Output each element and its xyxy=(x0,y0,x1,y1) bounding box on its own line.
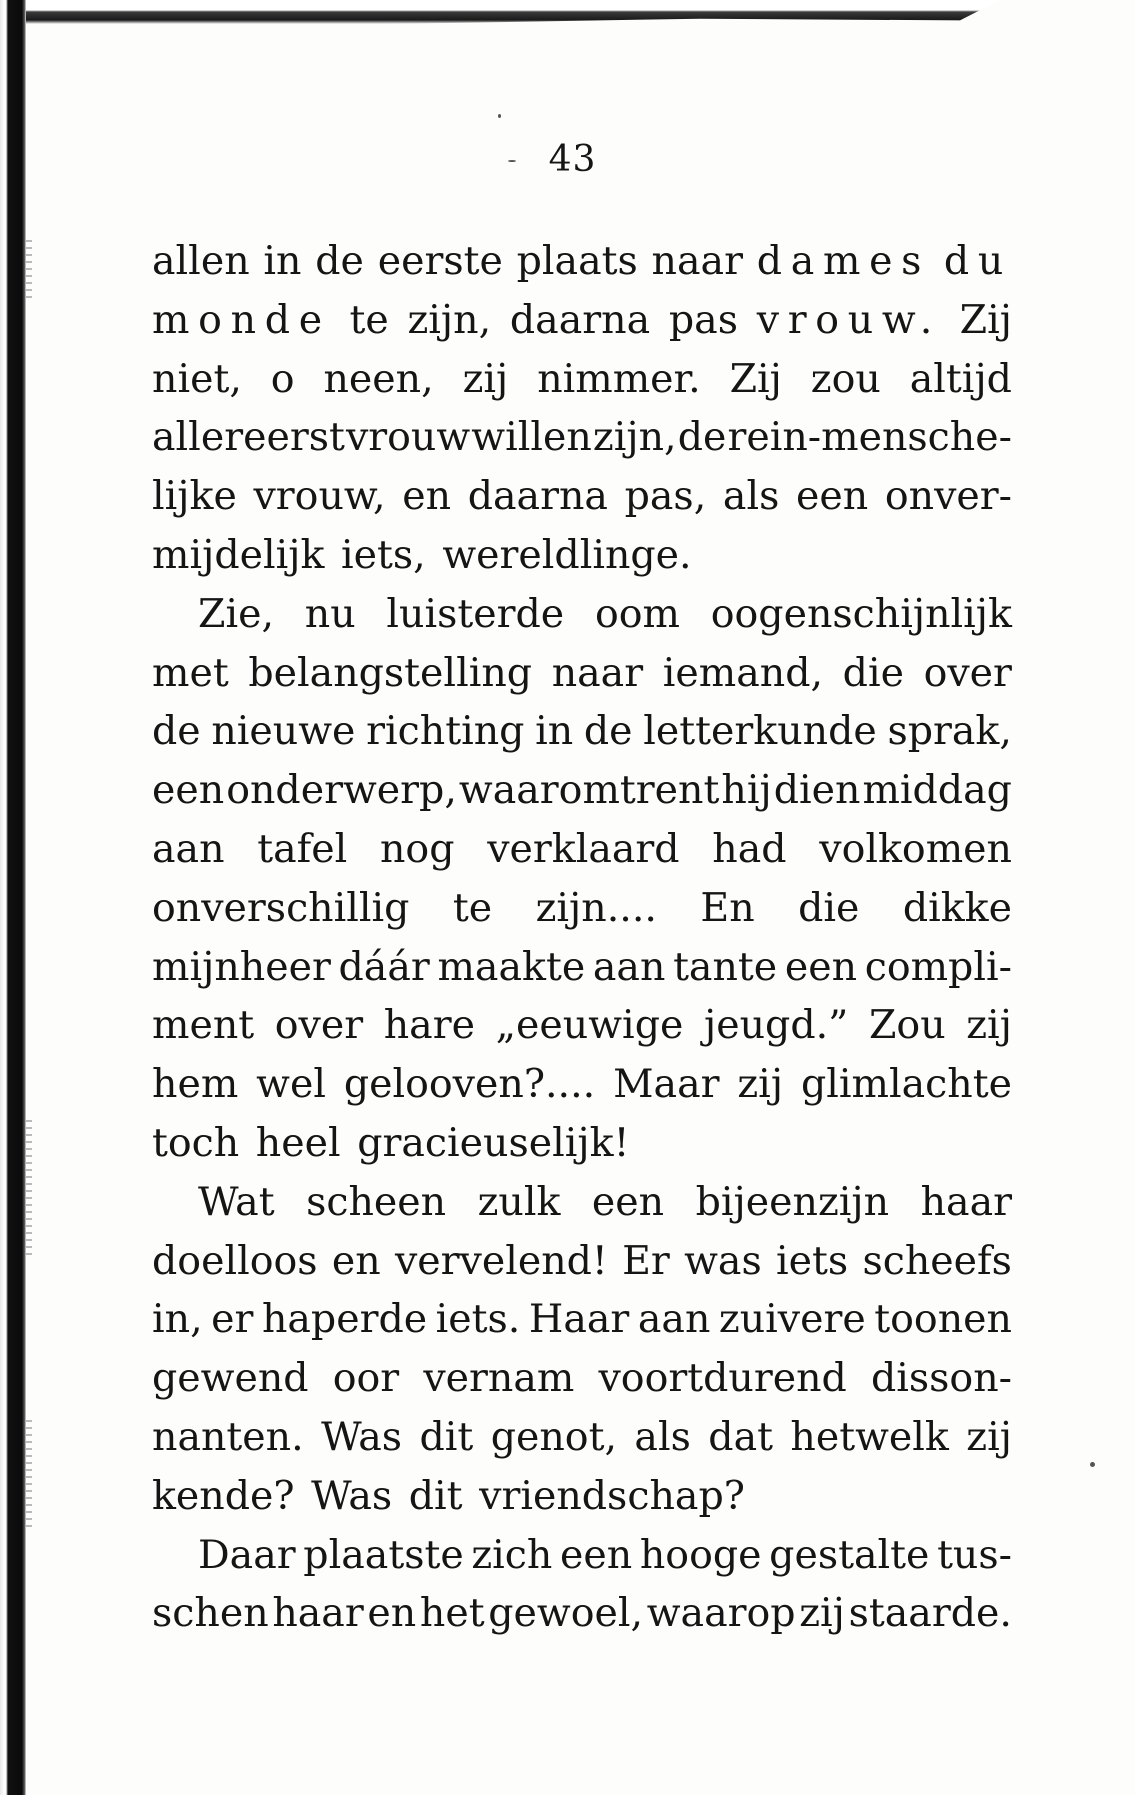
binding-speckle xyxy=(26,1120,32,1260)
word: was xyxy=(684,1237,762,1284)
word: hem xyxy=(152,1061,239,1108)
body-text xyxy=(152,232,1012,1643)
binding-speckle xyxy=(26,240,32,300)
text-line xyxy=(152,585,1012,644)
word: ment xyxy=(152,1002,255,1049)
word: nimmer. xyxy=(537,355,701,402)
word: als xyxy=(722,473,780,520)
word: zijn.... xyxy=(535,884,657,931)
word: dit xyxy=(419,1413,474,1460)
word: iets xyxy=(776,1237,849,1284)
word: zij xyxy=(737,1061,784,1108)
word: haar xyxy=(272,1590,364,1637)
word: Maar xyxy=(613,1061,720,1108)
text-line xyxy=(152,1114,1012,1173)
word: dáár xyxy=(338,943,430,990)
word: de xyxy=(677,414,727,461)
text-line xyxy=(152,820,1012,879)
word: volkomen xyxy=(819,825,1012,872)
word: gestalte xyxy=(769,1531,930,1578)
word: zij xyxy=(799,1590,845,1637)
word: lijke xyxy=(152,473,237,520)
word: disson- xyxy=(870,1355,1012,1402)
word: bijeenzijn xyxy=(695,1178,890,1225)
word: zijn, xyxy=(407,296,492,343)
word: gracieuselijk! xyxy=(357,1119,630,1166)
word: de xyxy=(152,708,201,755)
word: mijdelijk xyxy=(152,531,325,578)
word: vriendschap? xyxy=(479,1472,745,1519)
word: een xyxy=(591,1178,665,1225)
binding-speckle xyxy=(26,1420,32,1530)
word: du xyxy=(943,238,1012,284)
word: allereerst xyxy=(152,414,345,461)
word: en xyxy=(402,473,452,520)
word: dit xyxy=(408,1472,463,1519)
word: Zie, xyxy=(198,590,275,637)
text-line xyxy=(152,996,1012,1055)
text-line xyxy=(152,232,1012,291)
word: daarna xyxy=(467,473,608,520)
word: middag xyxy=(862,767,1012,814)
word: kende? xyxy=(152,1472,295,1519)
word: aan xyxy=(152,825,225,872)
word: plaats xyxy=(516,238,638,284)
word: waarop xyxy=(646,1590,796,1637)
text-line xyxy=(152,1467,1012,1526)
word: dames xyxy=(756,238,931,284)
scan-speck xyxy=(498,114,501,118)
word: te xyxy=(452,884,493,931)
text-line xyxy=(152,1055,1012,1114)
word: vrouw xyxy=(345,414,471,461)
word: toonen xyxy=(874,1296,1012,1343)
word: wereldlinge. xyxy=(442,531,692,578)
word: in, xyxy=(152,1296,203,1343)
word: en xyxy=(331,1237,381,1284)
text-line xyxy=(152,1408,1012,1467)
text-line xyxy=(152,938,1012,997)
word: hetwelk xyxy=(790,1413,949,1460)
word: En xyxy=(700,884,755,931)
word: toch xyxy=(152,1119,240,1166)
word: neen, xyxy=(323,355,434,402)
word: haar xyxy=(920,1178,1012,1225)
text-line xyxy=(152,291,1012,350)
word: hooge xyxy=(639,1531,762,1578)
word: Zij xyxy=(959,296,1012,343)
word: en xyxy=(367,1590,417,1637)
word: in xyxy=(535,708,574,755)
word: vernam xyxy=(423,1355,575,1402)
word: Daar xyxy=(198,1531,296,1578)
word: tus- xyxy=(937,1531,1012,1578)
scan-speck xyxy=(1090,1462,1095,1467)
word: scheen xyxy=(306,1178,447,1225)
word: jeugd.” xyxy=(703,1002,849,1049)
word: als xyxy=(634,1413,691,1460)
word: eerste xyxy=(377,238,503,284)
word: genot, xyxy=(490,1413,618,1460)
word: oogenschijnlijk xyxy=(710,590,1012,637)
word: pas, xyxy=(624,473,707,520)
word: aan xyxy=(637,1296,711,1343)
word: voortdurend xyxy=(598,1355,847,1402)
word: gelooven?.... xyxy=(343,1061,596,1108)
word: een xyxy=(152,767,225,814)
text-line xyxy=(152,1232,1012,1291)
word: Zou xyxy=(868,1002,946,1049)
word: richting xyxy=(366,708,525,755)
word: haperde xyxy=(261,1296,428,1343)
word: had xyxy=(712,825,787,872)
word: nieuwe xyxy=(211,708,356,755)
binding-edge-shadow xyxy=(0,0,26,1795)
word: Er xyxy=(622,1237,670,1284)
word: wel xyxy=(256,1061,326,1108)
word: te xyxy=(349,296,389,343)
word: zijn, xyxy=(592,414,677,461)
word: die xyxy=(798,884,860,931)
word: willen xyxy=(471,414,592,461)
word: een xyxy=(796,473,869,520)
word: staarde. xyxy=(848,1590,1012,1637)
word: verklaard xyxy=(487,825,680,872)
word: over xyxy=(923,649,1012,696)
word: luisterde xyxy=(386,590,565,637)
word: met xyxy=(152,649,229,696)
word: nanten. xyxy=(152,1413,304,1460)
word: oor xyxy=(332,1355,400,1402)
word: zij xyxy=(966,1002,1012,1049)
word: compli- xyxy=(864,943,1012,990)
word: een xyxy=(784,943,858,990)
text-line xyxy=(152,1526,1012,1585)
word: gewoel, xyxy=(488,1590,644,1637)
word: mijnheer xyxy=(152,943,331,990)
text-line xyxy=(152,1290,1012,1349)
word: de xyxy=(583,708,633,755)
word: over xyxy=(274,1002,364,1049)
word: scheefs xyxy=(862,1237,1012,1284)
text-line xyxy=(152,467,1012,526)
word: Haar xyxy=(528,1296,630,1343)
word: altijd xyxy=(909,355,1012,402)
word: letterkunde xyxy=(643,708,877,755)
word: vrouw. xyxy=(756,296,941,343)
word: waaromtrent xyxy=(458,767,720,814)
word: een xyxy=(560,1531,633,1578)
word: doelloos xyxy=(152,1237,318,1284)
word: zij xyxy=(462,355,509,402)
word: glimlachte xyxy=(800,1061,1012,1108)
word: allen xyxy=(152,238,250,284)
text-line xyxy=(152,879,1012,938)
word: Was xyxy=(321,1413,403,1460)
word: hare xyxy=(383,1002,475,1049)
word: zou xyxy=(810,355,881,402)
word: Zij xyxy=(729,355,782,402)
word: iets. xyxy=(435,1296,521,1343)
word: het xyxy=(419,1590,485,1637)
word: hij xyxy=(721,767,772,814)
word: heel xyxy=(255,1119,341,1166)
text-line xyxy=(152,702,1012,761)
word: tafel xyxy=(257,825,348,872)
text-line xyxy=(152,644,1012,703)
word: niet, xyxy=(152,355,242,402)
word: o xyxy=(270,355,295,402)
word: naar xyxy=(551,649,644,696)
word: sprak, xyxy=(887,708,1012,755)
word: zulk xyxy=(477,1178,561,1225)
word: aan xyxy=(592,943,666,990)
text-line xyxy=(152,1173,1012,1232)
text-line xyxy=(152,408,1012,467)
word: Wat xyxy=(198,1178,275,1225)
word: onver- xyxy=(884,473,1012,520)
page-top-edge-shadow xyxy=(0,0,1000,34)
word: rein-mensche- xyxy=(727,414,1012,461)
text-line xyxy=(152,1349,1012,1408)
word: nu xyxy=(304,590,356,637)
word: vrouw, xyxy=(253,473,386,520)
word: gewend xyxy=(152,1355,309,1402)
text-line xyxy=(152,761,1012,820)
word: onverschillig xyxy=(152,884,410,931)
word: naar xyxy=(651,238,743,284)
word: monde xyxy=(152,296,331,343)
text-line xyxy=(152,1584,1012,1643)
page-number: 43 xyxy=(548,139,597,180)
word: oom xyxy=(594,590,680,637)
text-line xyxy=(152,526,1012,585)
word: er xyxy=(211,1296,254,1343)
word: Was xyxy=(311,1472,393,1519)
word: iemand, xyxy=(662,649,824,696)
word: „eeuwige xyxy=(495,1002,684,1049)
word: iets, xyxy=(341,531,426,578)
word: dikke xyxy=(902,884,1012,931)
word: die xyxy=(842,649,904,696)
word: zich xyxy=(471,1531,553,1578)
word: schen xyxy=(152,1590,269,1637)
word: onderwerp, xyxy=(226,767,457,814)
word: belangstelling xyxy=(248,649,533,696)
word: de xyxy=(315,238,364,284)
word: in xyxy=(263,238,302,284)
word: daarna xyxy=(509,296,651,343)
word: tante xyxy=(673,943,778,990)
word: plaatste xyxy=(303,1531,464,1578)
word: pas xyxy=(668,296,738,343)
word: maakte xyxy=(437,943,586,990)
word: nog xyxy=(379,825,455,872)
word: dat xyxy=(708,1413,774,1460)
word: zij xyxy=(966,1413,1012,1460)
text-line xyxy=(152,350,1012,409)
word: zuivere xyxy=(718,1296,866,1343)
word: vervelend! xyxy=(394,1237,608,1284)
word: dien xyxy=(773,767,861,814)
